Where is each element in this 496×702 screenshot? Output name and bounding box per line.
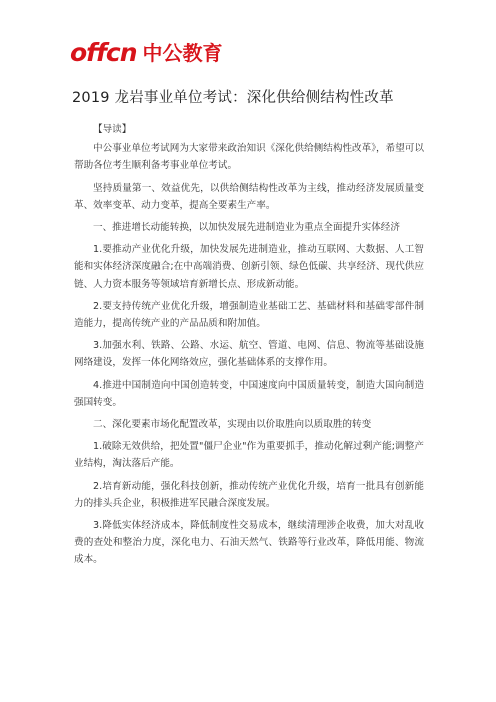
section-heading-1: 一、推进增长动能转换，以加快发展先进制造业为重点全面提升实体经济 (93, 222, 400, 234)
section-2-item-2: 2.培育新动能，强化科技创新，推动传统产业优化升级，培育一批具有创新能力的排头兵企业，积极推进军民融合深度发展。 (74, 480, 424, 509)
summary-paragraph: 坚持质量第一、效益优先，以供给侧结构性改革为主线，推动经济发展质量变革、效率变革、动力变革，提高全要素生产率。 (74, 182, 424, 211)
logo-latin-text: offcn (70, 38, 137, 67)
section-1-item-3: 3.加强水利、铁路、公路、水运、航空、管道、电网、信息、物流等基础设施网络建设，发挥一体化网络效应，强化基础体系的支撑作用。 (74, 340, 424, 369)
document-body (74, 121, 424, 574)
section-2-item-3: 3.降低实体经济成本，降低制度性交易成本，继续清理涉企收费，加大对乱收费的查处和整治力度，深化电力、石油天然气、铁路等行业改革，降低用能、物流成本。 (74, 520, 424, 566)
offcn-logo (70, 28, 223, 68)
section-1-item-1: 1.要推动产业优化升级，加快发展先进制造业，推动互联网、大数据、人工智能和实体经济深度融合;在中高端消费、创新引领、绿色低碳、共享经济、现代供应链、人力资本服务等领域培育新增长点、形成新动能。 (74, 244, 424, 290)
section-heading-2: 二、深化要素市场化配置改革，实现由以价取胜向以质取胜的转变 (93, 419, 372, 431)
logo-chinese-text: 中公教育 (142, 41, 223, 65)
section-1-item-2: 2.要支持传统产业优化升级，增强制造业基础工艺、基础材料和基础零部件制造能力，提高传统产业的产品品质和附加值。 (74, 300, 424, 330)
document-title: 2019 龙岩事业单位考试：深化供给侧结构性改革 (72, 90, 394, 106)
section-1-item-4: 4.推进中国制造向中国创造转变，中国速度向中国质量转变，制造大国向制造强国转变。 (74, 379, 424, 408)
guide-heading: 【导读】 (93, 124, 132, 135)
intro-paragraph: 中公事业单位考试网为大家带来政治知识《深化供给侧结构性改革》，希望可以帮助各位考生顺利备考事业单位考试。 (74, 143, 424, 172)
section-2-item-1: 1.破除无效供给，把处置"僵尸企业"作为重要抓手，推动化解过剩产能;调整产业结构，淘汰落后产能。 (74, 441, 424, 470)
